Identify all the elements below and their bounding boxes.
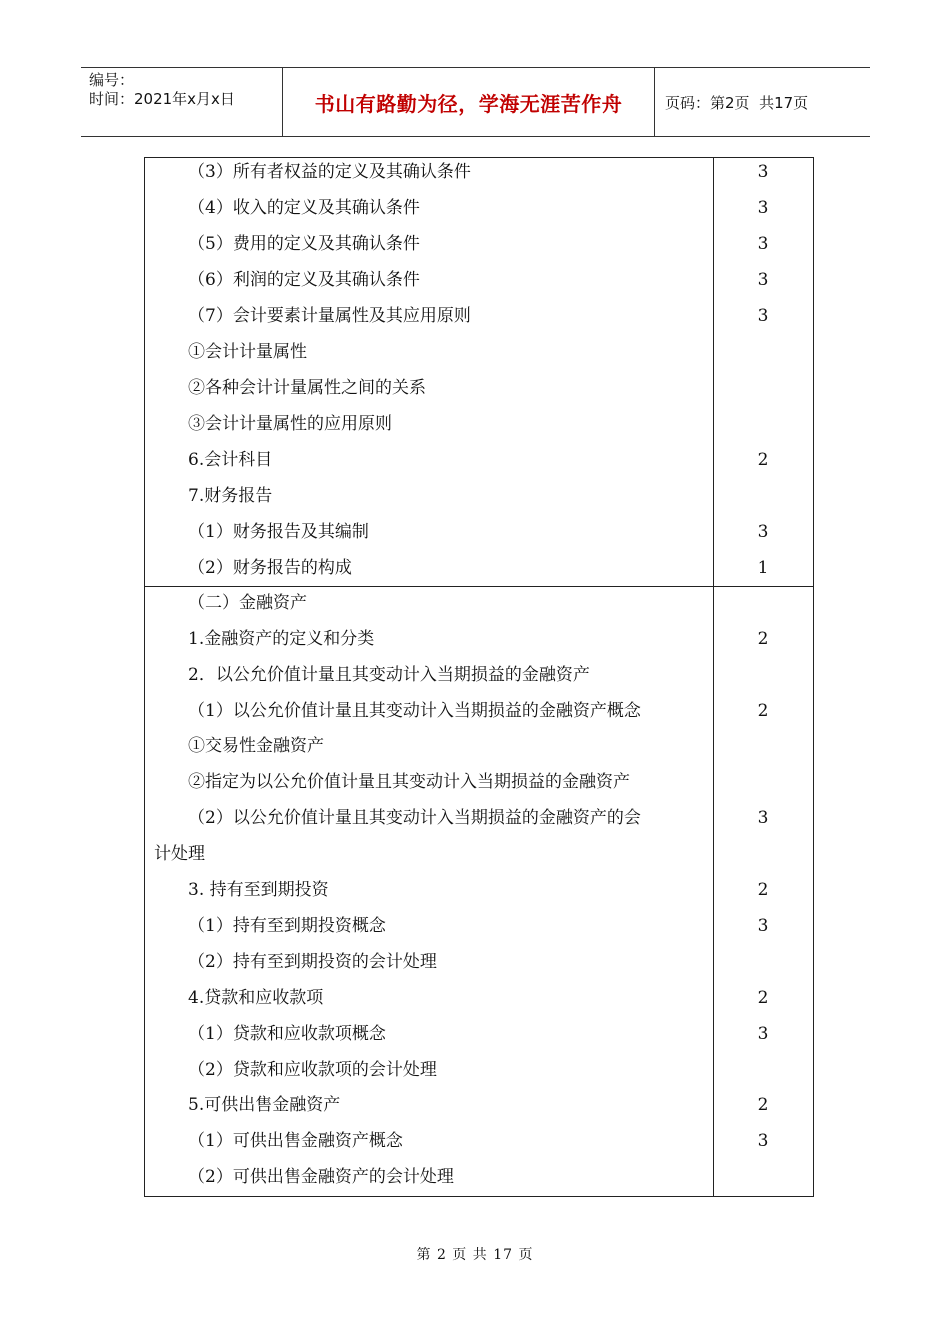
row-text: ①会计计量属性 bbox=[188, 342, 307, 362]
page-info-text: 页码：第2页 共17页 bbox=[665, 93, 809, 112]
table-row bbox=[0, 229, 950, 265]
row-hours: 2 bbox=[757, 450, 769, 470]
table-row bbox=[0, 731, 950, 767]
row-hours: 1 bbox=[757, 558, 769, 578]
table-row bbox=[0, 157, 950, 193]
row-hours: 2 bbox=[757, 1095, 769, 1115]
row-text: 3. 持有至到期投资 bbox=[188, 880, 329, 900]
row-text: ②指定为以公允价值计量且其变动计入当期损益的金融资产 bbox=[188, 772, 630, 792]
row-text: （5）费用的定义及其确认条件 bbox=[188, 234, 420, 254]
header-page-info bbox=[655, 68, 870, 136]
table-row bbox=[0, 1162, 950, 1198]
table-row bbox=[0, 517, 950, 553]
row-text: （1）财务报告及其编制 bbox=[188, 522, 369, 542]
row-hours: 2 bbox=[757, 988, 769, 1008]
row-text: 2．以公允价值计量且其变动计入当期损益的金融资产 bbox=[188, 665, 590, 685]
row-text: 1.金融资产的定义和分类 bbox=[188, 629, 375, 649]
table-row bbox=[0, 947, 950, 983]
row-text: 5.可供出售金融资产 bbox=[188, 1095, 341, 1115]
document-number: 编号： bbox=[89, 71, 135, 89]
row-text: 6.会计科目 bbox=[188, 450, 273, 470]
table-row bbox=[0, 193, 950, 229]
row-text: ①交易性金融资产 bbox=[188, 736, 324, 756]
table-row bbox=[0, 803, 950, 839]
row-hours: 3 bbox=[757, 162, 769, 182]
table-row bbox=[0, 875, 950, 911]
document-date: 时间：2021年x月x日 bbox=[89, 90, 235, 108]
row-text: （1）可供出售金融资产概念 bbox=[188, 1131, 403, 1151]
table-row bbox=[0, 337, 950, 373]
row-text: （4）收入的定义及其确认条件 bbox=[188, 198, 420, 218]
row-text: （3）所有者权益的定义及其确认条件 bbox=[188, 162, 471, 182]
row-text: （1）以公允价值计量且其变动计入当期损益的金融资产概念 bbox=[188, 701, 641, 721]
row-text: 计处理 bbox=[154, 844, 205, 864]
table-row bbox=[0, 588, 950, 624]
table-row bbox=[0, 553, 950, 589]
table-row bbox=[0, 624, 950, 660]
table-row bbox=[0, 1090, 950, 1126]
table-row bbox=[0, 660, 950, 696]
row-hours: 2 bbox=[757, 629, 769, 649]
row-text: （1）贷款和应收款项概念 bbox=[188, 1024, 386, 1044]
table-row bbox=[0, 767, 950, 803]
row-text: （2）持有至到期投资的会计处理 bbox=[188, 952, 437, 972]
row-hours: 2 bbox=[757, 880, 769, 900]
row-text: ③会计计量属性的应用原则 bbox=[188, 414, 392, 434]
table-row bbox=[0, 1126, 950, 1162]
motto-text: 书山有路勤为径，学海无涯苦作舟 bbox=[314, 91, 623, 116]
row-text: （1）持有至到期投资概念 bbox=[188, 916, 386, 936]
row-hours: 3 bbox=[757, 916, 769, 936]
row-hours: 3 bbox=[757, 1024, 769, 1044]
table-row bbox=[0, 373, 950, 409]
row-text: 4.贷款和应收款项 bbox=[188, 988, 324, 1008]
header-meta bbox=[81, 68, 283, 136]
table-row bbox=[0, 1019, 950, 1055]
table-row bbox=[0, 1055, 950, 1091]
row-hours: 3 bbox=[757, 234, 769, 254]
row-text: ②各种会计计量属性之间的关系 bbox=[188, 378, 426, 398]
header-motto bbox=[283, 68, 655, 136]
row-hours: 2 bbox=[757, 701, 769, 721]
table-row bbox=[0, 911, 950, 947]
row-hours: 3 bbox=[757, 270, 769, 290]
page-header bbox=[81, 67, 870, 137]
row-text: （2）以公允价值计量且其变动计入当期损益的金融资产的会 bbox=[188, 808, 641, 828]
table-row bbox=[0, 696, 950, 732]
table-row bbox=[0, 445, 950, 481]
row-text: （二）金融资产 bbox=[188, 593, 307, 613]
row-text: （6）利润的定义及其确认条件 bbox=[188, 270, 420, 290]
row-hours: 3 bbox=[757, 198, 769, 218]
row-hours: 3 bbox=[757, 522, 769, 542]
row-hours: 3 bbox=[757, 306, 769, 326]
row-text: （2）可供出售金融资产的会计处理 bbox=[188, 1167, 454, 1187]
page-footer: 第 2 页 共 17 页 bbox=[416, 1247, 534, 1263]
table-row bbox=[0, 265, 950, 301]
table-row bbox=[0, 839, 950, 875]
row-text: （2）贷款和应收款项的会计处理 bbox=[188, 1060, 437, 1080]
row-text: （2）财务报告的构成 bbox=[188, 558, 352, 578]
table-row bbox=[0, 983, 950, 1019]
row-text: （7）会计要素计量属性及其应用原则 bbox=[188, 306, 471, 326]
row-hours: 3 bbox=[757, 808, 769, 828]
row-hours: 3 bbox=[757, 1131, 769, 1151]
table-row bbox=[0, 481, 950, 517]
table-row bbox=[0, 301, 950, 337]
table-row bbox=[0, 409, 950, 445]
row-text: 7.财务报告 bbox=[188, 486, 273, 506]
